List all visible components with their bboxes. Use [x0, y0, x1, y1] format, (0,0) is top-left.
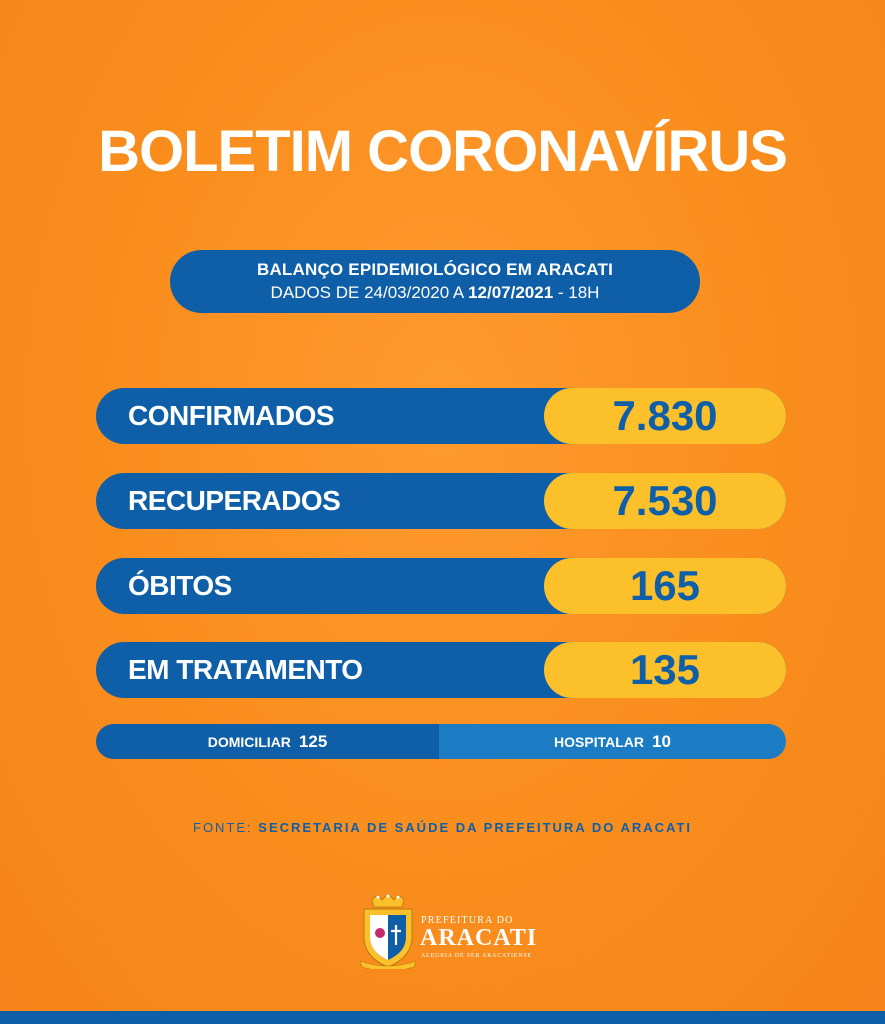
logo-line1: PREFEITURA DO: [421, 915, 514, 926]
stat-label: ÓBITOS: [128, 570, 232, 601]
stat-value: 165: [629, 562, 701, 609]
stat-value-pill: [544, 642, 786, 698]
stat-value-pill: [544, 473, 786, 529]
subtitle-line2: [170, 280, 700, 303]
date-range-end: 12/07/2021: [468, 283, 554, 302]
stat-row-obitos: [96, 558, 786, 614]
stat-label: RECUPERADOS: [128, 485, 341, 516]
source-name: SECRETARIA DE SAÚDE DA PREFEITURA DO ARACATI: [258, 820, 692, 835]
subtitle-box: [170, 250, 700, 313]
domiciliar-label: DOMICILIAR: [207, 733, 291, 750]
hospitalar-label: HOSPITALAR: [554, 733, 645, 750]
treatment-breakdown: [96, 724, 786, 759]
stat-label: EM TRATAMENTO: [128, 654, 363, 685]
source-prefix: FONTE:: [193, 820, 259, 835]
logo-line2: ARACATI: [420, 925, 538, 951]
domiciliar-cell: [96, 724, 439, 759]
subtitle-line1: BALANÇO EPIDEMIOLÓGICO EM ARACATI: [256, 260, 614, 279]
domiciliar-value: 125: [298, 731, 328, 751]
logo-tagline: ALEGRIA DE SER ARACATIENSE: [421, 953, 532, 959]
date-range-start: DADOS DE 24/03/2020 A: [270, 283, 469, 302]
stat-label: CONFIRMADOS: [128, 400, 335, 431]
prefeitura-logo: [358, 893, 538, 973]
coat-of-arms-icon: [358, 893, 418, 969]
hospitalar-cell: [439, 724, 786, 759]
stat-value: 135: [629, 646, 701, 693]
stat-row-confirmados: [96, 388, 786, 444]
hospitalar-value: 10: [652, 731, 671, 751]
report-time: - 18H: [553, 283, 600, 302]
stat-value-pill: [544, 558, 786, 614]
stat-row-em-tratamento: [96, 642, 786, 698]
stat-value: 7.830: [612, 392, 718, 439]
page-title: BOLETIM CORONAVÍRUS: [98, 119, 787, 184]
stat-value-pill: [544, 388, 786, 444]
bottom-bar: [0, 1011, 885, 1024]
stat-row-recuperados: [96, 473, 786, 529]
stat-value: 7.530: [612, 477, 718, 524]
source-note: [0, 820, 885, 835]
